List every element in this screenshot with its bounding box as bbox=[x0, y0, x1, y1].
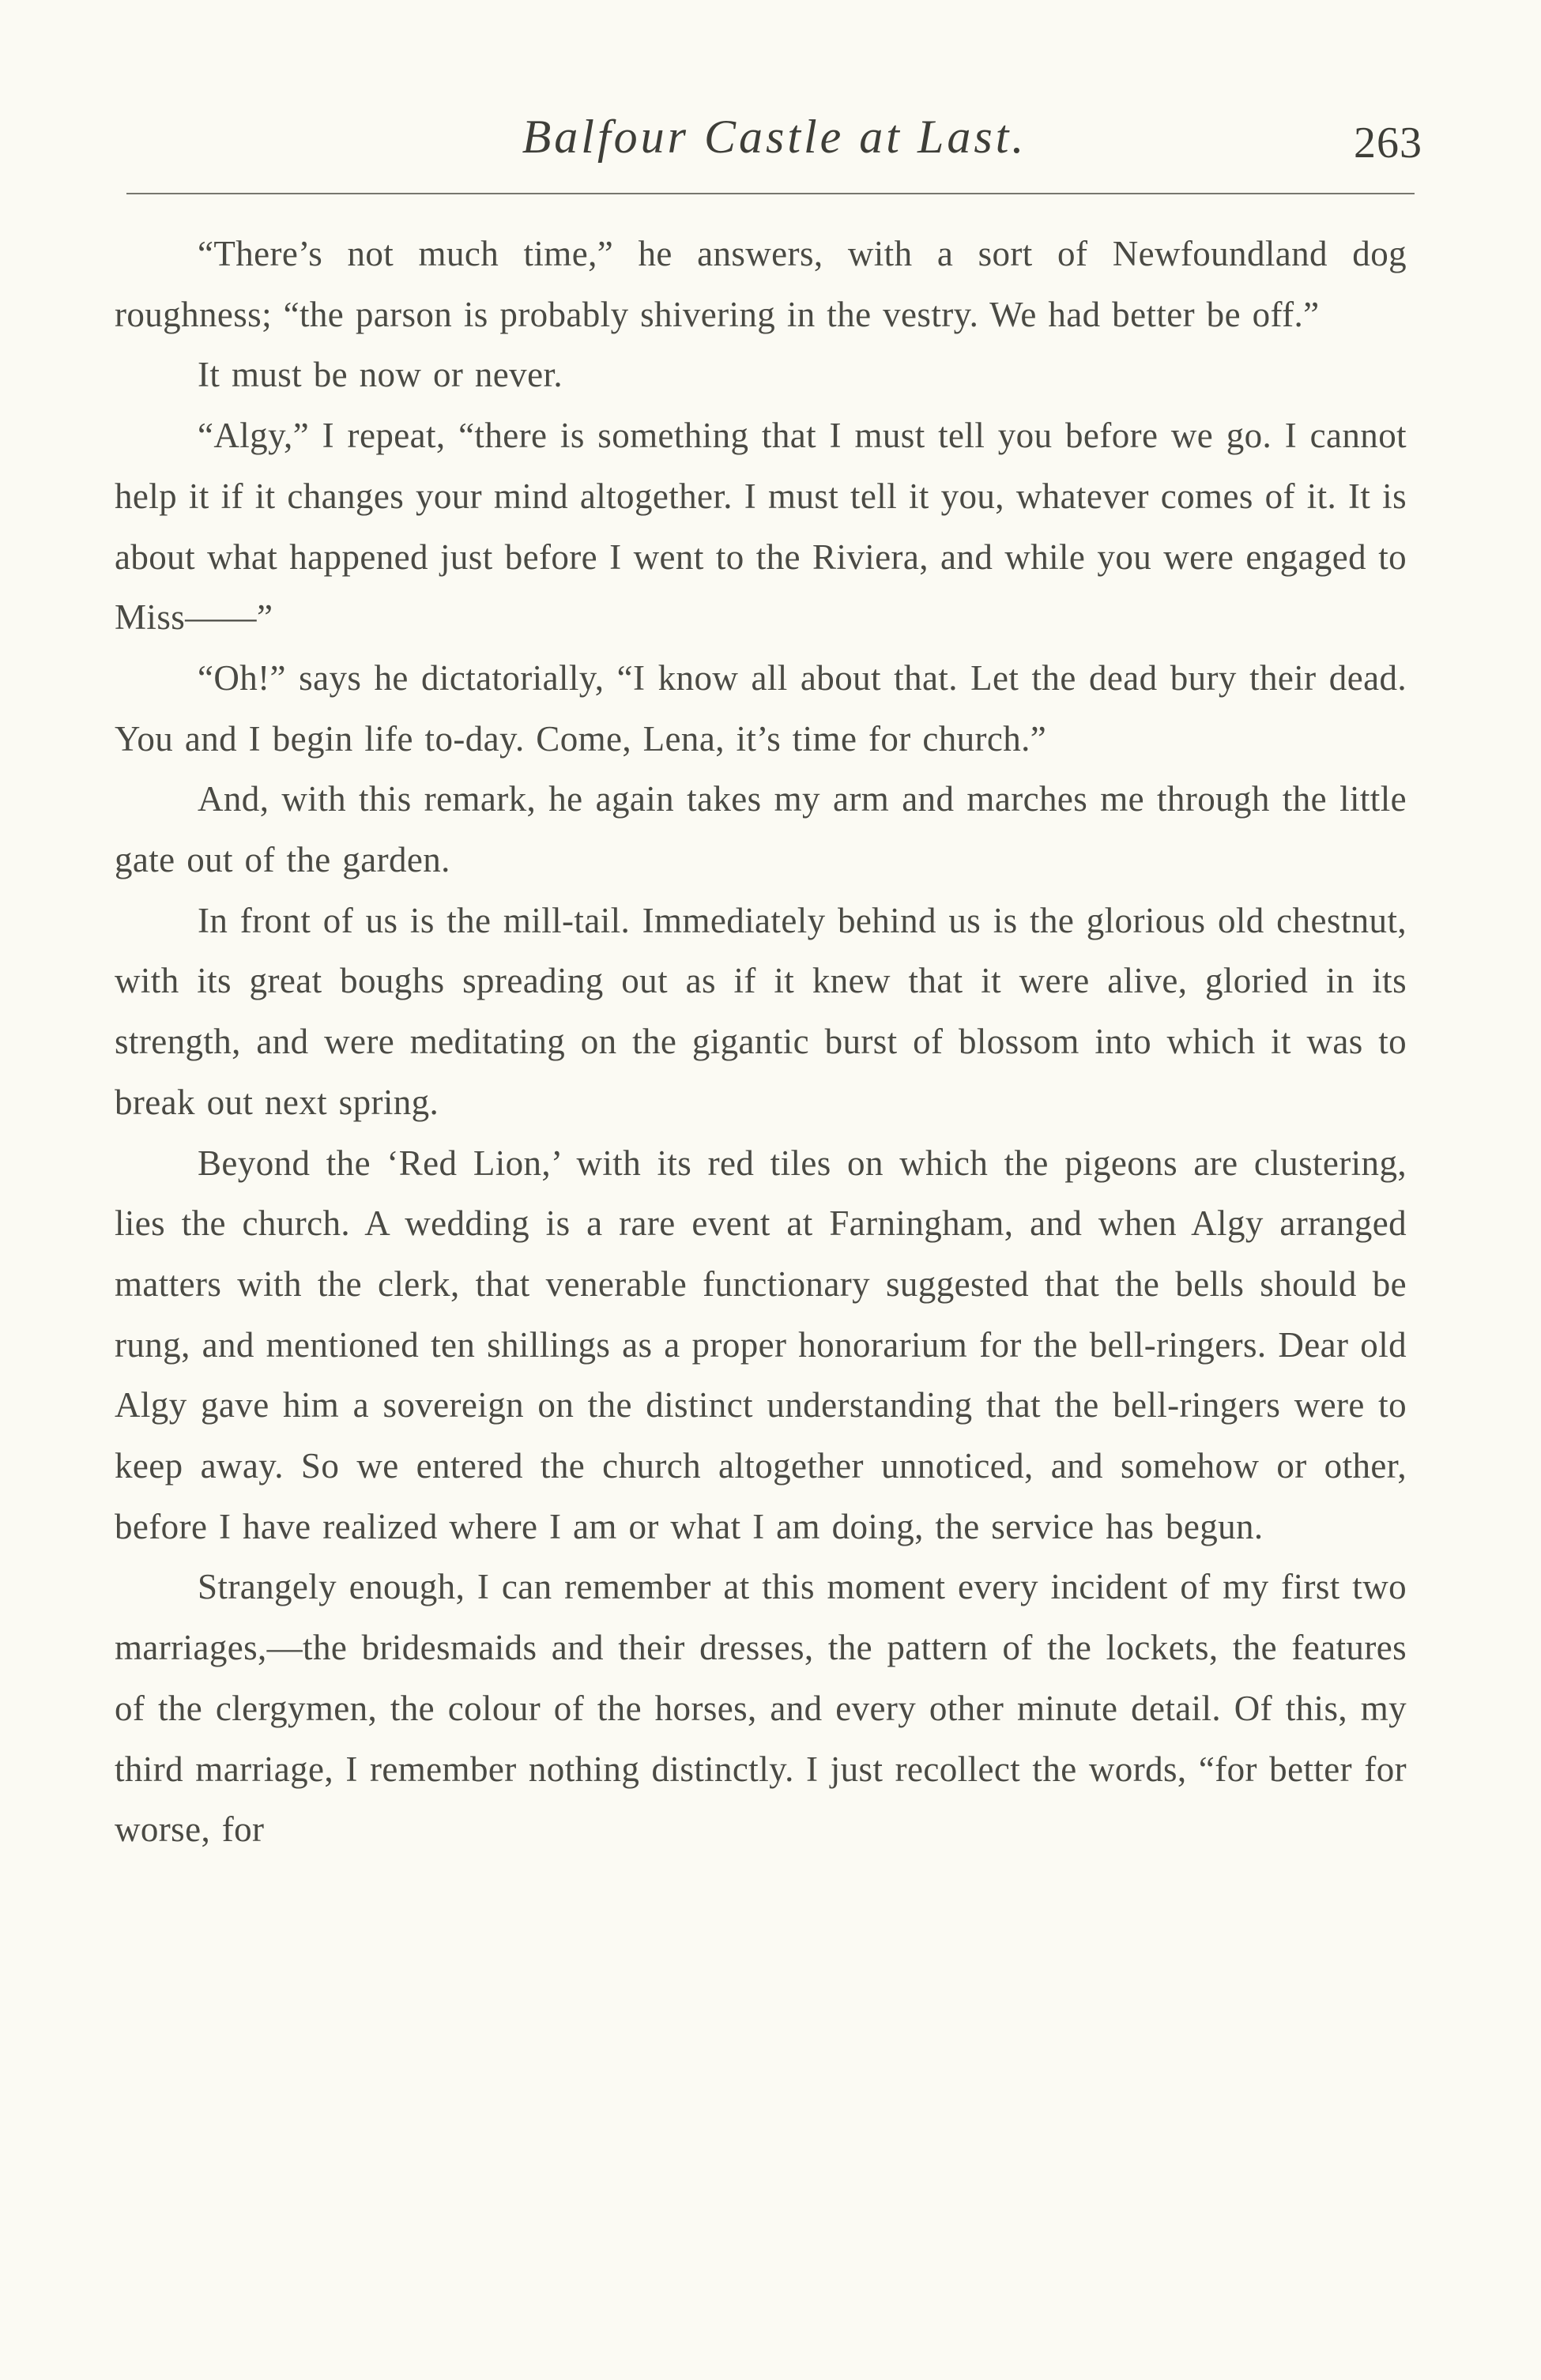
paragraph: And, with this remark, he again takes my arm and marches me through the little gate out of the garden. bbox=[115, 779, 1407, 880]
paragraph: Strangely enough, I can remember at this moment every incident of my first two marriages,—the bridesmaids and their dresses, the pattern of the lockets, the features of the clergymen, the colour of the horses, and every other minute detail. Of this, my third marriage, I remember nothing distinctly. I just recollect the words, “for better for worse, for bbox=[115, 1567, 1407, 1850]
running-title: Balfour Castle at Last. bbox=[522, 111, 1027, 163]
page-number: 263 bbox=[1354, 119, 1422, 168]
paragraph: “Algy,” I repeat, “there is something that I must tell you before we go. I cannot help it if it changes your mind altogether. I must tell it you, whatever comes of it. It is about what happened just before I went to the Riviera, and while you were engaged to Miss——” bbox=[115, 416, 1407, 638]
paragraph: In front of us is the mill-tail. Immediately behind us is the glorious old chestnut, with its great boughs spreading out as if it knew that it were alive, gloried in its strength, and were meditating on the gigantic burst of blossom into which it was to break out next spring. bbox=[115, 900, 1407, 1122]
paragraph: It must be now or never. bbox=[198, 355, 563, 395]
header-rule bbox=[126, 193, 1415, 194]
paragraph: Beyond the ‘Red Lion,’ with its red tiles on which the pigeons are clustering, lies the church. A wedding is a rare event at Farningham, and when Algy arranged matters with the clerk, that venerable functionary suggested that the bells should be rung, and mentioned ten shillings as a proper honorarium for the bell-ringers. Dear old Algy gave him a sovereign on the distinct understanding that the bell-ringers were to keep away. So we entered the church altogether unnoticed, and somehow or other, before I have realized where I am or what I am doing, the service has begun. bbox=[115, 1143, 1407, 1546]
paragraph: “Oh!” says he dictatorially, “I know all about that. Let the dead bury their dead. You and I begin life to-day. Come, Lena, it’s time for church.” bbox=[115, 657, 1407, 759]
body-text bbox=[115, 224, 1407, 1860]
paragraph: “There’s not much time,” he answers, with a sort of Newfoundland dog roughness; “the parson is probably shivering in the vestry. We had better be off.” bbox=[115, 234, 1407, 334]
running-head bbox=[126, 101, 1422, 172]
